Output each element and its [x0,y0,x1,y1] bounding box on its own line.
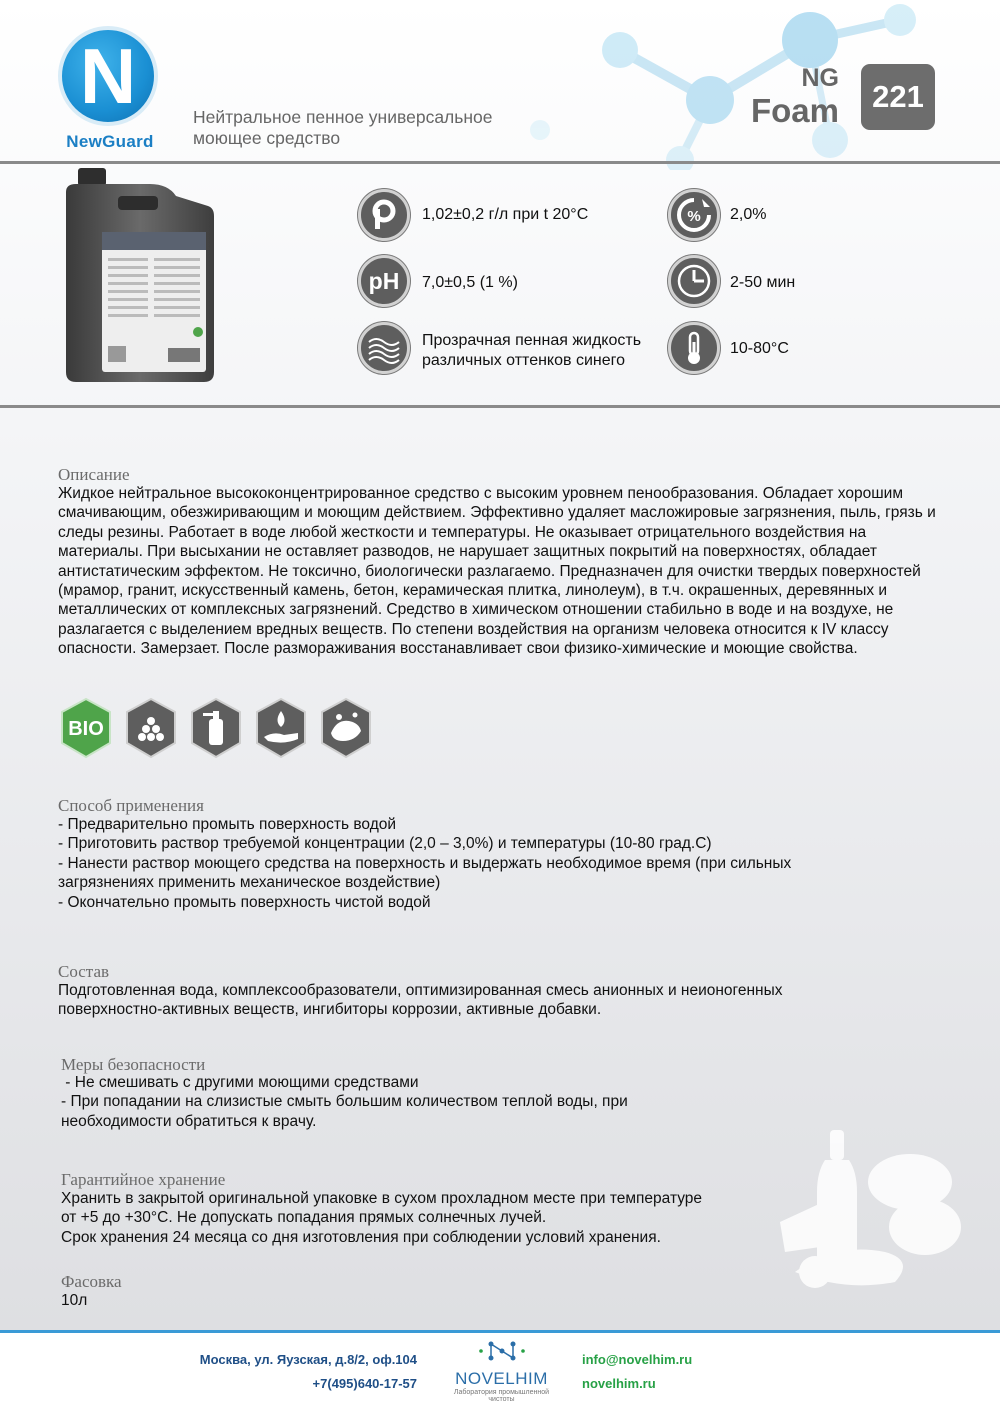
product-code-prefix: NG [801,64,839,92]
description-text: Жидкое нейтральное высококонцентрированное средство с высоким уровнем пенообразования. Обладает хорошим смачивающим, обезжиривающим и моющим действием. Эффективно удаляет масложировые загрязнения, пыль, грязь и следы резины. Работает в воде любой жесткости и температуры. Не оказывает отрицательного воздействия на материалы. При высыхании не оставляет разводов, не нарушает защитных покрытий на поверхностях, обладает антистатическим эффектом. Не токсично, биологически разлагаемо. Предназначен для очистки твердых поверхностей (мрамор, гранит, искусственный камень, бетон, керамическая плитка, линолеум), в т.ч. окрашенных, деревянных и металлических от комплексных загрязнений. Средство в химическом отношении стабильно в воде и на воздухе, не разлагается с выделением вредных веществ. По степени воздействия на организм человека относится к IV классу опасности. Замерзает. После размораживания восстанавливает свои физико-химические и моющие свойства. [58,485,936,658]
thermometer-icon [668,322,720,374]
product-code-name: Foam [750,92,839,129]
safety-title: Меры безопасности [61,1055,206,1074]
ph-icon [358,255,410,307]
novelhim-logo [444,1340,559,1403]
logo-letter: N [79,32,137,120]
usage-step: - Окончательно промыть поверхность чистой водой [58,893,431,911]
usage-title: Способ применения [58,796,204,815]
novelhim-tagline: Лаборатория промышленной чистоты [453,1389,550,1403]
feature-badges [59,697,379,759]
footer-email[interactable]: info@novelhim.ru [582,1352,693,1367]
composition-title: Состав [58,962,110,981]
usage-list [58,815,878,912]
usage-step: - Нанести раствор моющего средства на поверхность и выдержать необходимое время (при сильных загрязнениях применить механическое воздействие) [58,854,792,892]
foam-liquid-icon [358,322,410,374]
safety-item: - При попадании на слизистые смыть большим количеством теплой воды, при необходимости обратиться к врачу. [61,1093,628,1130]
density-value: 1,02±0,2 г/л при t 20°С [422,206,589,223]
description-title: Описание [58,465,130,484]
appearance-value: Прозрачная пенная жидкость различных оттенков синего [422,332,642,369]
density-icon [358,189,410,241]
svg-text:pH: pH [368,268,400,294]
product-number-badge: 221 [861,64,935,130]
concentration-value: 2,0% [730,206,767,223]
bio-badge-icon [62,699,110,757]
properties-divider [0,405,1000,408]
safety-item: - Не смешивать с другими моющими средствами [61,1074,419,1091]
storage-list [61,1189,721,1247]
brand-name: NewGuard [66,132,154,151]
exposure-time-value: 2-50 мин [730,274,796,291]
composition-text: Подготовленная вода, комплексообразователи, оптимизированная смесь анионных и неионогенных поверхностно-активных веществ, ингибиторы коррозии, активные добавки. [58,982,783,1019]
storage-shelf-life: Срок хранения 24 месяца со дня изготовления при соблюдении условий хранения. [61,1228,661,1246]
novelhim-name: NOVELHIM [455,1369,548,1388]
granules-badge-icon [127,699,175,757]
concentration-percent-icon [668,189,720,241]
newguard-logo-mark [58,26,158,126]
packaging-value: 10л [61,1292,88,1309]
newguard-logo [58,26,162,152]
header-divider [0,161,1000,164]
footer-website[interactable]: novelhim.ru [582,1376,656,1391]
temperature-value: 10-80°С [730,340,789,357]
storage-text: Хранить в закрытой оригинальной упаковке в сухом прохладном месте при температуре от +5 до +30°С. Не допускать попадания прямых солнечных лучей. [61,1190,703,1227]
hand-drop-badge-icon [257,699,305,757]
storage-title: Гарантийное хранение [61,1170,226,1189]
ph-value: 7,0±0,5 (1 %) [422,274,518,291]
canister-image [58,166,220,386]
clock-icon [668,255,720,307]
footer-phone[interactable]: +7(495)640-17-57 [312,1376,417,1391]
usage-step: - Предварительно промыть поверхность водой [58,816,397,833]
product-subtitle: Нейтральное пенное универсальное моющее средство [193,107,493,148]
sprayer-badge-icon [192,699,240,757]
hand-wash-badge-icon [322,699,370,757]
svg-text:%: % [687,208,701,225]
food-illustration [775,1122,965,1292]
novelhim-molecule-icon [477,1340,527,1362]
packaging-title: Фасовка [61,1272,122,1291]
bio-label: BIO [68,718,104,740]
footer-address: Москва, ул. Яузская, д.8/2, оф.104 [199,1352,417,1367]
safety-list [61,1073,701,1131]
usage-step: - Приготовить раствор требуемой концентрации (2,0 – 3,0%) и температуры (10-80 град.С) [58,835,712,853]
